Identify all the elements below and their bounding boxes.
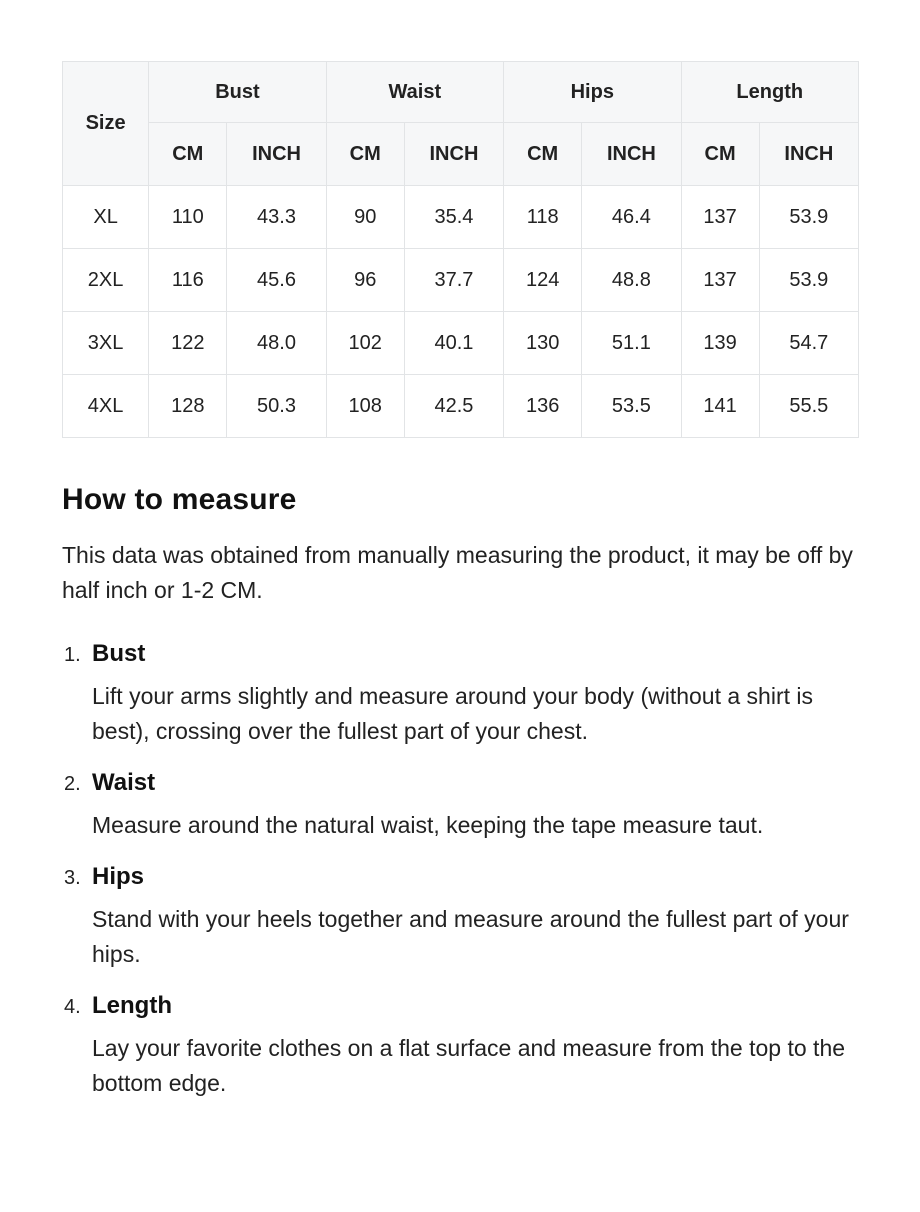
table-cell: 37.7 (404, 249, 503, 312)
size-column-header: Size (63, 62, 149, 186)
table-cell: 48.0 (227, 312, 326, 375)
list-item-term: Waist (92, 769, 156, 796)
unit-header-cm: CM (681, 123, 759, 186)
table-cell: 53.9 (759, 249, 858, 312)
table-cell: 55.5 (759, 375, 858, 438)
bust-group-header: Bust (149, 62, 326, 123)
table-cell: 51.1 (582, 312, 681, 375)
table-cell: 43.3 (227, 186, 326, 249)
list-item-description: Measure around the natural waist, keeping the tape measure taut. (92, 812, 764, 838)
table-cell: 50.3 (227, 375, 326, 438)
list-item-number: 1. (64, 644, 81, 666)
waist-group-header: Waist (326, 62, 503, 123)
table-cell: 53.9 (759, 186, 858, 249)
list-item-number: 2. (64, 773, 81, 795)
list-item-description: Lift your arms slightly and measure around your body (without a shirt is best), crossing over the fullest part of your chest. (92, 683, 813, 744)
size-label: XL (63, 186, 149, 249)
list-item-description: Stand with your heels together and measure around the fullest part of your hips. (92, 906, 849, 967)
unit-header-cm: CM (504, 123, 582, 186)
unit-header-inch: INCH (227, 123, 326, 186)
table-cell: 53.5 (582, 375, 681, 438)
table-cell: 90 (326, 186, 404, 249)
table-header-group-row (63, 62, 859, 123)
list-item-term: Bust (92, 640, 146, 667)
hips-group-header: Hips (504, 62, 681, 123)
table-cell: 96 (326, 249, 404, 312)
list-item-bust (62, 640, 859, 749)
table-cell: 141 (681, 375, 759, 438)
table-cell: 102 (326, 312, 404, 375)
table-row (63, 312, 859, 375)
list-item-description: Lay your favorite clothes on a flat surface and measure from the top to the bottom edge. (92, 1035, 846, 1096)
unit-header-inch: INCH (582, 123, 681, 186)
list-item-number: 4. (64, 996, 81, 1018)
table-cell: 139 (681, 312, 759, 375)
table-cell: 130 (504, 312, 582, 375)
table-cell: 54.7 (759, 312, 858, 375)
table-cell: 35.4 (404, 186, 503, 249)
table-cell: 136 (504, 375, 582, 438)
unit-header-cm: CM (149, 123, 227, 186)
table-row (63, 186, 859, 249)
size-chart-table (62, 61, 859, 438)
table-cell: 118 (504, 186, 582, 249)
table-cell: 110 (149, 186, 227, 249)
length-group-header: Length (681, 62, 859, 123)
table-cell: 116 (149, 249, 227, 312)
measure-steps-list (62, 640, 859, 1101)
list-item-term: Hips (92, 863, 145, 890)
measure-disclaimer-text: This data was obtained from manually measuring the product, it may be off by half inch or 1-2 CM. (62, 542, 853, 603)
table-row (63, 375, 859, 438)
list-item-term: Length (92, 992, 172, 1019)
list-item-length (62, 992, 859, 1101)
unit-header-inch: INCH (404, 123, 503, 186)
table-cell: 45.6 (227, 249, 326, 312)
table-cell: 108 (326, 375, 404, 438)
size-label: 3XL (63, 312, 149, 375)
list-item-number: 3. (64, 867, 81, 889)
size-label: 4XL (63, 375, 149, 438)
table-cell: 40.1 (404, 312, 503, 375)
list-item-hips (62, 863, 859, 972)
unit-header-cm: CM (326, 123, 404, 186)
table-cell: 48.8 (582, 249, 681, 312)
table-cell: 46.4 (582, 186, 681, 249)
size-label: 2XL (63, 249, 149, 312)
list-item-waist (62, 769, 859, 843)
table-cell: 124 (504, 249, 582, 312)
unit-header-inch: INCH (759, 123, 858, 186)
table-cell: 137 (681, 186, 759, 249)
table-cell: 122 (149, 312, 227, 375)
table-row (63, 249, 859, 312)
how-to-measure-heading: How to measure (62, 483, 297, 516)
table-cell: 137 (681, 249, 759, 312)
table-header-unit-row (63, 123, 859, 186)
table-cell: 128 (149, 375, 227, 438)
table-cell: 42.5 (404, 375, 503, 438)
